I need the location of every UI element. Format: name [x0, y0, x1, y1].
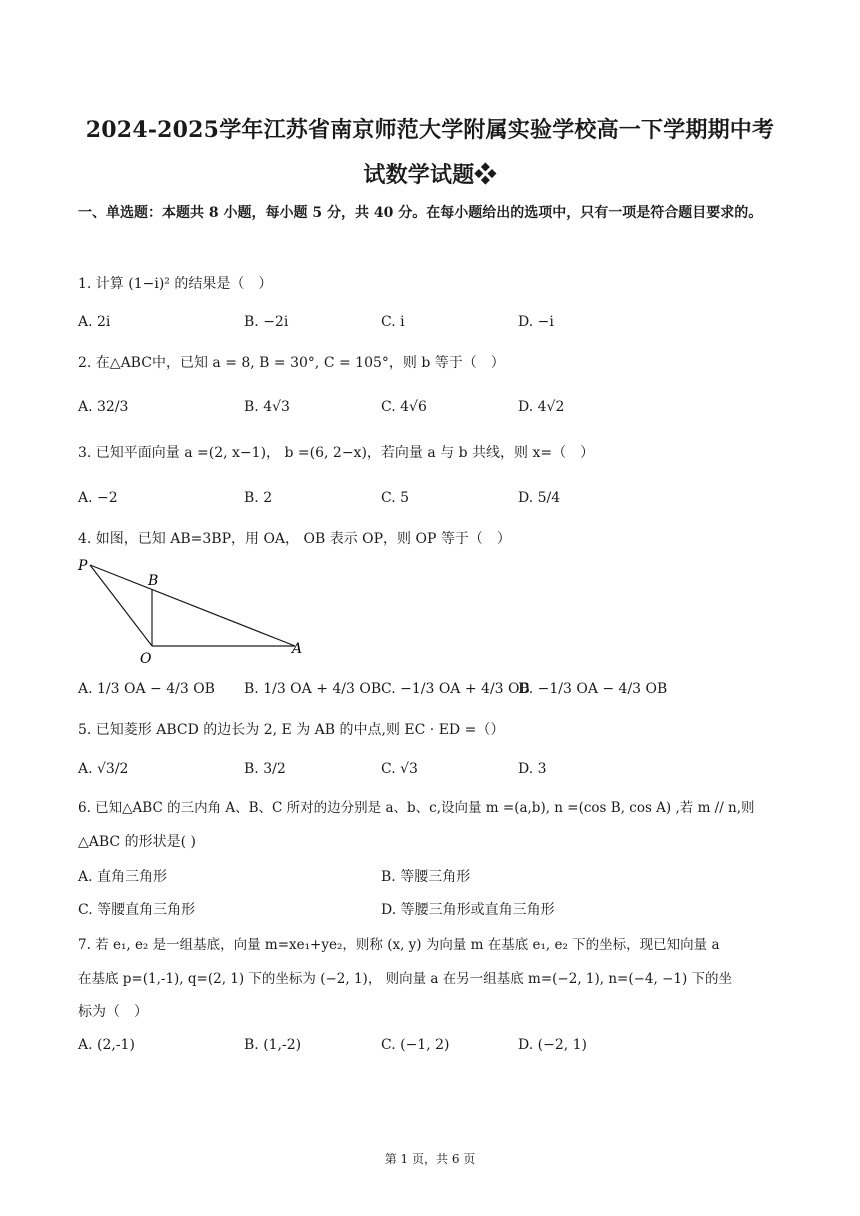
question-6-option-c[interactable]: C. 等腰直角三角形: [78, 902, 196, 918]
question-7-option-c[interactable]: C. (−1, 2): [381, 1037, 450, 1053]
question-4-stem: 4. 如图，已知 AB=3BP，用 OA， OB 表示 OP，则 OP 等于（ ）: [78, 531, 511, 547]
question-6-stem-line1: 6. 已知△ABC 的三内角 A、B、C 所对的边分别是 a、b、c,设向量 m =(a,b), n =(cos B, cos A) ,若 m // n,则: [78, 800, 755, 816]
question-2-option-d[interactable]: D. 4√2: [518, 399, 565, 415]
question-6-option-d[interactable]: D. 等腰三角形或直角三角形: [381, 902, 555, 918]
question-3-option-b[interactable]: B. 2: [244, 490, 273, 506]
question-5-option-c[interactable]: C. √3: [381, 761, 418, 777]
question-4-option-c[interactable]: C. −1/3 OA + 4/3 OB: [381, 681, 530, 697]
section-heading: 一、单选题：本题共 8 小题，每小题 5 分，共 40 分。在每小题给出的选项中，只有一项是符合题目要求的。: [78, 205, 763, 221]
point-b-label: B: [148, 573, 159, 589]
question-5-option-d[interactable]: D. 3: [518, 761, 547, 777]
question-7-stem-line3: 标为（ ）: [78, 1004, 148, 1020]
question-2-option-a[interactable]: A. 32/3: [78, 399, 129, 415]
point-p-label: P: [78, 558, 88, 574]
question-1-option-a[interactable]: A. 2i: [78, 314, 111, 330]
question-7-option-b[interactable]: B. (1,-2): [244, 1037, 302, 1053]
question-7-stem-line1: 7. 若 e₁, e₂ 是一组基底，向量 m=xe₁+ye₂，则称 (x, y) 为向量 m 在基底 e₁, e₂ 下的坐标，现已知向量 a: [78, 937, 720, 953]
question-3-option-a[interactable]: A. −2: [78, 490, 118, 506]
question-7-option-d[interactable]: D. (−2, 1): [518, 1037, 587, 1053]
question-2-option-b[interactable]: B. 4√3: [244, 399, 290, 415]
exam-title-line2: 试数学试题❖: [363, 162, 497, 188]
question-5-option-b[interactable]: B. 3/2: [244, 761, 286, 777]
question-2-option-c[interactable]: C. 4√6: [381, 399, 427, 415]
question-1-stem: 1. 计算 (1−i)² 的结果是（ ）: [78, 276, 273, 292]
question-7-stem-line2: 在基底 p=(1,-1), q=(2, 1) 下的坐标为 (−2, 1)， 则向量 a 在另一组基底 m=(−2, 1), n=(−4, −1) 下的坐: [78, 971, 733, 987]
page-footer: 第 1 页，共 6 页: [384, 1152, 476, 1166]
question-4-option-b[interactable]: B. 1/3 OA + 4/3 OB: [244, 681, 382, 697]
question-3-option-c[interactable]: C. 5: [381, 490, 410, 506]
question-5-stem: 5. 已知菱形 ABCD 的边长为 2, E 为 AB 的中点,则 EC · ED =（）: [78, 722, 505, 738]
question-3-option-d[interactable]: D. 5/4: [518, 490, 561, 506]
question-4-option-d[interactable]: D. −1/3 OA − 4/3 OB: [518, 681, 668, 697]
question-1-option-c[interactable]: C. i: [381, 314, 405, 330]
question-4-option-a[interactable]: A. 1/3 OA − 4/3 OB: [78, 681, 215, 697]
point-o-label: O: [140, 651, 152, 664]
question-6-option-b[interactable]: B. 等腰三角形: [381, 869, 471, 885]
question-7-option-a[interactable]: A. (2,-1): [78, 1037, 135, 1053]
triangle-figure: [76, 556, 316, 664]
question-1-option-b[interactable]: B. −2i: [244, 314, 289, 330]
exam-title-line1: 2024-2025学年江苏省南京师范大学附属实验学校高一下学期期中考: [85, 117, 775, 143]
point-a-label: A: [292, 641, 303, 657]
question-3-stem: 3. 已知平面向量 a =(2, x−1)， b =(6, 2−x)，若向量 a 与 b 共线，则 x=（ ）: [78, 445, 595, 461]
question-5-option-a[interactable]: A. √3/2: [78, 761, 129, 777]
question-1-option-d[interactable]: D. −i: [518, 314, 554, 330]
question-2-stem: 2. 在△ABC中，已知 a = 8, B = 30°, C = 105°，则 b 等于（ ）: [78, 355, 505, 371]
question-6-stem-line2: △ABC 的形状是( ): [78, 834, 196, 850]
question-6-option-a[interactable]: A. 直角三角形: [78, 869, 168, 885]
